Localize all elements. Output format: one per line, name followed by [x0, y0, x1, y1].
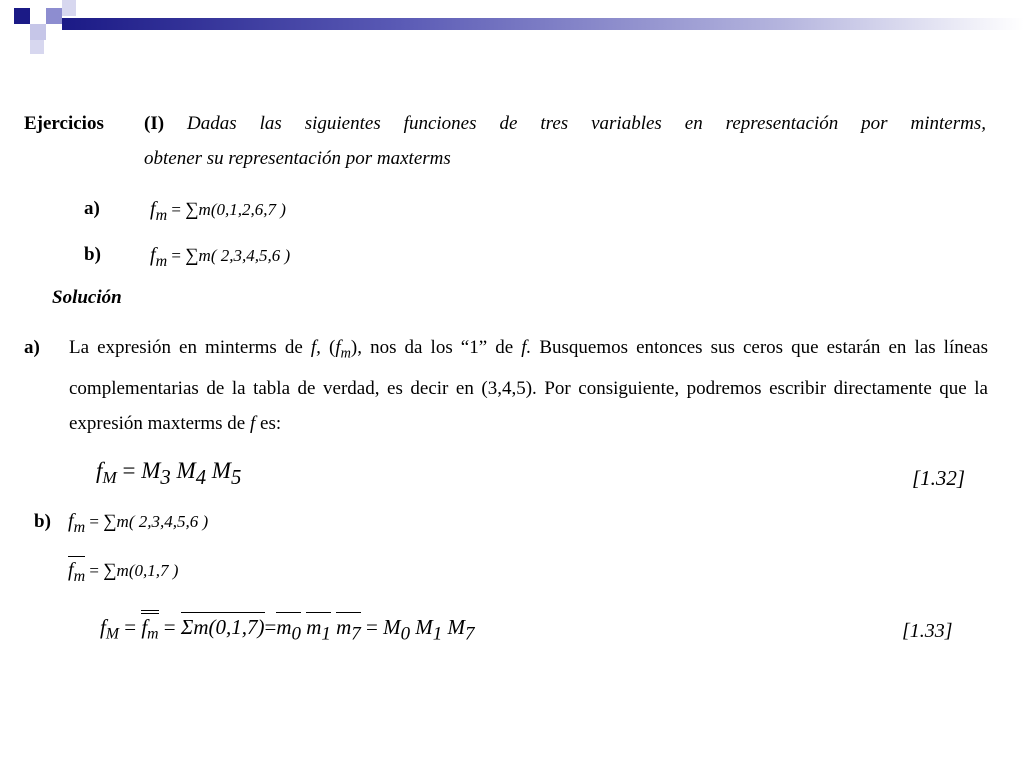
negated-sum: Σm(0,1,7) [181, 612, 265, 640]
header-square-mid [46, 8, 62, 24]
double-negated-fm [141, 610, 158, 644]
formula-lhs: f [150, 244, 156, 266]
exercise-statement-line1 [144, 113, 986, 135]
solution-a-text-1: La expresión en minterms de [69, 337, 311, 358]
formula-fm-sub: m [147, 625, 159, 643]
formula-lhs-sub: m [155, 206, 168, 224]
solution-a-f: f, [310, 337, 321, 358]
solution-b-line1 [68, 510, 208, 537]
formula-M5-sub: 5 [230, 467, 242, 490]
formula-eq-3: = [264, 615, 277, 639]
negated-m0 [276, 612, 301, 646]
formula-lhs-sub: m [73, 567, 86, 585]
formula-lhs: f [68, 510, 74, 532]
solution-a-formula [96, 458, 241, 490]
formula-body: m( 2,3,4,5,6 ) [116, 512, 209, 531]
solution-a-f2: f. [521, 337, 532, 358]
formula-eq: = [171, 246, 181, 265]
formula-m7: m [336, 615, 352, 639]
formula-eq-4: = [360, 615, 384, 639]
formula-M4: M [176, 458, 196, 483]
solution-a-f3: f [249, 413, 256, 435]
formula-eq: = [89, 512, 99, 531]
exercise-roman: (I) [144, 113, 165, 134]
exercise-item-a-label: a) [84, 198, 100, 219]
formula-eq-2: = [158, 615, 181, 639]
formula-M4-sub: 4 [195, 467, 207, 490]
formula-M5: M [211, 458, 231, 483]
formula-lhs: f [68, 559, 74, 581]
formula-m0-sub: 0 [291, 623, 301, 645]
formula-lhs-sub: m [155, 252, 168, 270]
header-square-light [30, 24, 46, 40]
formula-M7-sub: 7 [464, 623, 475, 645]
solution-a-rest: Busquemos entonces sus ceros que estarán en las líneas complementarias de la tabla de verdad, es decir en (3,4,5). Por consiguiente, podremos escribir directamente que la expresión maxterms de [69, 337, 988, 435]
header-square-dark [14, 8, 30, 24]
formula-M0-sub: 0 [400, 623, 411, 645]
formula-fM-sub: M [105, 625, 119, 643]
formula-lhs: f [150, 198, 156, 220]
header-square-faint-2 [62, 0, 76, 16]
exercise-label: Ejercicios [24, 113, 104, 134]
formula-m7-sub: 7 [351, 623, 361, 645]
equation-number-1-32: [1.32] [912, 466, 966, 490]
solution-a-end: es: [255, 413, 282, 435]
formula-m0: m [276, 615, 292, 639]
header-square-faint [30, 40, 44, 54]
negated-m7 [336, 612, 361, 646]
formula-body: m(0,1,7 ) [116, 561, 179, 580]
sigma-symbol: ∑ [103, 560, 117, 581]
formula-M7: M [447, 615, 465, 639]
solution-b-label: b) [34, 511, 51, 532]
header-gradient-bar [62, 18, 1024, 30]
formula-f: f [96, 458, 103, 483]
exercise-item-b-formula [150, 244, 290, 271]
formula-f-sub: M [102, 468, 117, 488]
solution-a-fm-sub: m [340, 345, 351, 362]
formula-M1-sub: 1 [432, 623, 443, 645]
exercise-statement-text-1: Dadas las siguientes funciones de tres variables en representación por minterms, [187, 113, 987, 134]
solution-a-open: ( [320, 337, 336, 358]
solution-b-line2 [68, 556, 178, 586]
exercise-statement-line2: obtener su representación por maxterms [144, 148, 451, 169]
formula-eq: = [171, 200, 181, 219]
formula-eq-1: = [118, 615, 142, 639]
formula-M3: M [141, 458, 161, 483]
formula-eq: = [116, 458, 142, 483]
solution-a-close: ), nos da los “1” de [350, 337, 522, 358]
formula-M3-sub: 3 [160, 467, 171, 490]
solution-title: Solución [52, 287, 122, 308]
negated-fm [68, 556, 85, 586]
solution-b-line3 [100, 610, 474, 646]
formula-M0: M [383, 615, 401, 639]
sigma-symbol: ∑ [185, 199, 199, 220]
formula-body: m(0,1,2,6,7 ) [198, 200, 286, 219]
equation-number-1-33: [1.33] [902, 620, 953, 642]
formula-body: m( 2,3,4,5,6 ) [198, 246, 291, 265]
formula-m1-sub: 1 [321, 623, 331, 645]
formula-fm: f [141, 615, 148, 639]
formula-eq: = [89, 561, 99, 580]
formula-fM: f [100, 615, 106, 639]
sigma-symbol: ∑ [103, 511, 117, 532]
solution-a-paragraph [69, 330, 988, 441]
exercise-item-b-label: b) [84, 244, 101, 265]
formula-lhs-sub: m [73, 518, 86, 536]
solution-a-label: a) [24, 337, 40, 358]
formula-m1: m [306, 615, 322, 639]
negated-m1 [306, 612, 331, 646]
formula-M1: M [415, 615, 433, 639]
header-decoration [0, 0, 1024, 60]
sigma-symbol: ∑ [185, 245, 199, 266]
solution-a-fm: f [335, 337, 341, 358]
exercise-item-a-formula [150, 198, 286, 225]
